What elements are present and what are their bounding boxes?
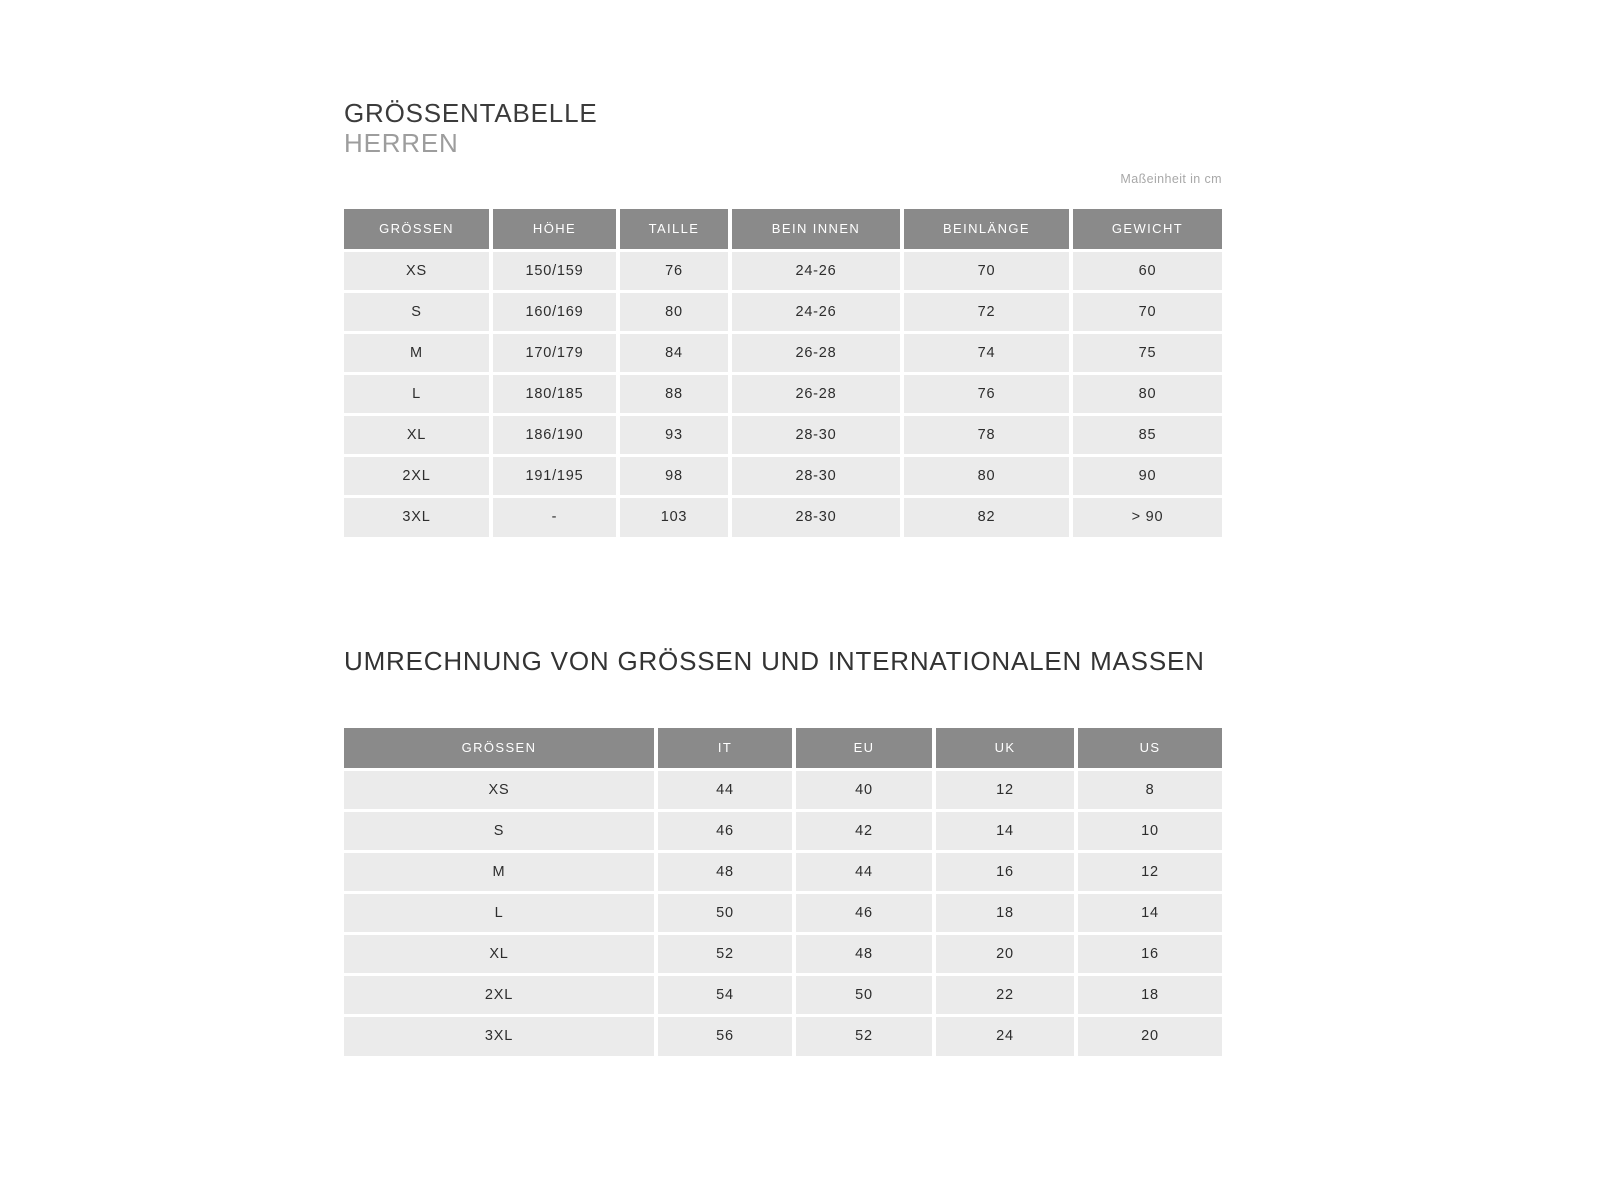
table-cell: 24-26 (730, 291, 902, 332)
table-cell: 22 (934, 974, 1076, 1015)
table-cell: 78 (902, 414, 1071, 455)
table-cell: 24 (934, 1015, 1076, 1056)
table-cell: 180/185 (491, 373, 618, 414)
table-cell: 48 (656, 851, 794, 892)
table-row (344, 414, 1222, 455)
table-row (344, 974, 1222, 1015)
column-header: TAILLE (618, 209, 730, 250)
table-row (344, 851, 1222, 892)
table-cell: 18 (1076, 974, 1222, 1015)
page-subtitle: HERREN (344, 128, 459, 158)
table-cell: > 90 (1071, 496, 1222, 537)
table-cell: 28-30 (730, 455, 902, 496)
table-row (344, 810, 1222, 851)
conversion-table-header-row (344, 728, 1222, 769)
column-header: GEWICHT (1071, 209, 1222, 250)
table-cell: 54 (656, 974, 794, 1015)
table-cell: 2XL (344, 455, 491, 496)
table-cell: 28-30 (730, 496, 902, 537)
table-cell: 60 (1071, 250, 1222, 291)
column-header: HÖHE (491, 209, 618, 250)
table-row (344, 332, 1222, 373)
table-cell: 12 (934, 769, 1076, 810)
table-cell: 98 (618, 455, 730, 496)
conversion-section-title: UMRECHNUNG VON GRÖSSEN UND INTERNATIONALEN MASSEN (344, 646, 1205, 676)
table-cell: 80 (902, 455, 1071, 496)
column-header: GRÖSSEN (344, 209, 491, 250)
table-cell: 50 (656, 892, 794, 933)
table-cell: 103 (618, 496, 730, 537)
table-cell: 16 (1076, 933, 1222, 974)
table-cell: 3XL (344, 496, 491, 537)
table-cell: 18 (934, 892, 1076, 933)
table-cell: 82 (902, 496, 1071, 537)
table-cell: 70 (1071, 291, 1222, 332)
table-cell: 3XL (344, 1015, 656, 1056)
table-cell: 170/179 (491, 332, 618, 373)
table-cell: 40 (794, 769, 934, 810)
column-header: UK (934, 728, 1076, 769)
table-cell: 56 (656, 1015, 794, 1056)
table-cell: S (344, 810, 656, 851)
table-cell: S (344, 291, 491, 332)
table-cell: 75 (1071, 332, 1222, 373)
table-cell: 74 (902, 332, 1071, 373)
table-cell: 70 (902, 250, 1071, 291)
table-cell: 8 (1076, 769, 1222, 810)
table-row (344, 373, 1222, 414)
table-cell: XS (344, 769, 656, 810)
table-row (344, 496, 1222, 537)
table-cell: 16 (934, 851, 1076, 892)
page-title: GRÖSSENTABELLE (344, 98, 598, 128)
table-cell: 2XL (344, 974, 656, 1015)
table-cell: 76 (618, 250, 730, 291)
table-cell: 20 (1076, 1015, 1222, 1056)
column-header: BEINLÄNGE (902, 209, 1071, 250)
table-row (344, 933, 1222, 974)
table-row (344, 769, 1222, 810)
table-row (344, 291, 1222, 332)
table-cell: 52 (656, 933, 794, 974)
table-cell: 93 (618, 414, 730, 455)
table-cell: M (344, 332, 491, 373)
table-row (344, 455, 1222, 496)
page-title-block (344, 98, 597, 158)
table-cell: 72 (902, 291, 1071, 332)
table-cell: 26-28 (730, 332, 902, 373)
column-header: US (1076, 728, 1222, 769)
table-cell: 76 (902, 373, 1071, 414)
table-cell: 26-28 (730, 373, 902, 414)
table-cell: 160/169 (491, 291, 618, 332)
table-cell: 186/190 (491, 414, 618, 455)
table-cell: 80 (618, 291, 730, 332)
column-header: BEIN INNEN (730, 209, 902, 250)
table-cell: 48 (794, 933, 934, 974)
column-header: IT (656, 728, 794, 769)
table-row (344, 892, 1222, 933)
unit-note: Maßeinheit in cm (1120, 172, 1222, 186)
column-header: GRÖSSEN (344, 728, 656, 769)
table-cell: L (344, 892, 656, 933)
table-cell: 12 (1076, 851, 1222, 892)
table-cell: 88 (618, 373, 730, 414)
table-cell: 28-30 (730, 414, 902, 455)
table-cell: M (344, 851, 656, 892)
table-row (344, 250, 1222, 291)
table-cell: 90 (1071, 455, 1222, 496)
table-cell: 46 (794, 892, 934, 933)
table-cell: 14 (1076, 892, 1222, 933)
table-cell: 85 (1071, 414, 1222, 455)
table-cell: XL (344, 933, 656, 974)
table-cell: XL (344, 414, 491, 455)
table-row (344, 1015, 1222, 1056)
conversion-table (344, 728, 1222, 1056)
table-cell: 20 (934, 933, 1076, 974)
table-cell: 52 (794, 1015, 934, 1056)
table-cell: 46 (656, 810, 794, 851)
table-cell: L (344, 373, 491, 414)
table-cell: 191/195 (491, 455, 618, 496)
table-cell: XS (344, 250, 491, 291)
column-header: EU (794, 728, 934, 769)
table-cell: 10 (1076, 810, 1222, 851)
size-table-header-row (344, 209, 1222, 250)
table-cell: - (491, 496, 618, 537)
table-cell: 50 (794, 974, 934, 1015)
table-cell: 80 (1071, 373, 1222, 414)
size-table (344, 209, 1222, 537)
table-cell: 44 (794, 851, 934, 892)
table-cell: 24-26 (730, 250, 902, 291)
table-cell: 14 (934, 810, 1076, 851)
table-cell: 44 (656, 769, 794, 810)
table-cell: 42 (794, 810, 934, 851)
table-cell: 150/159 (491, 250, 618, 291)
table-cell: 84 (618, 332, 730, 373)
